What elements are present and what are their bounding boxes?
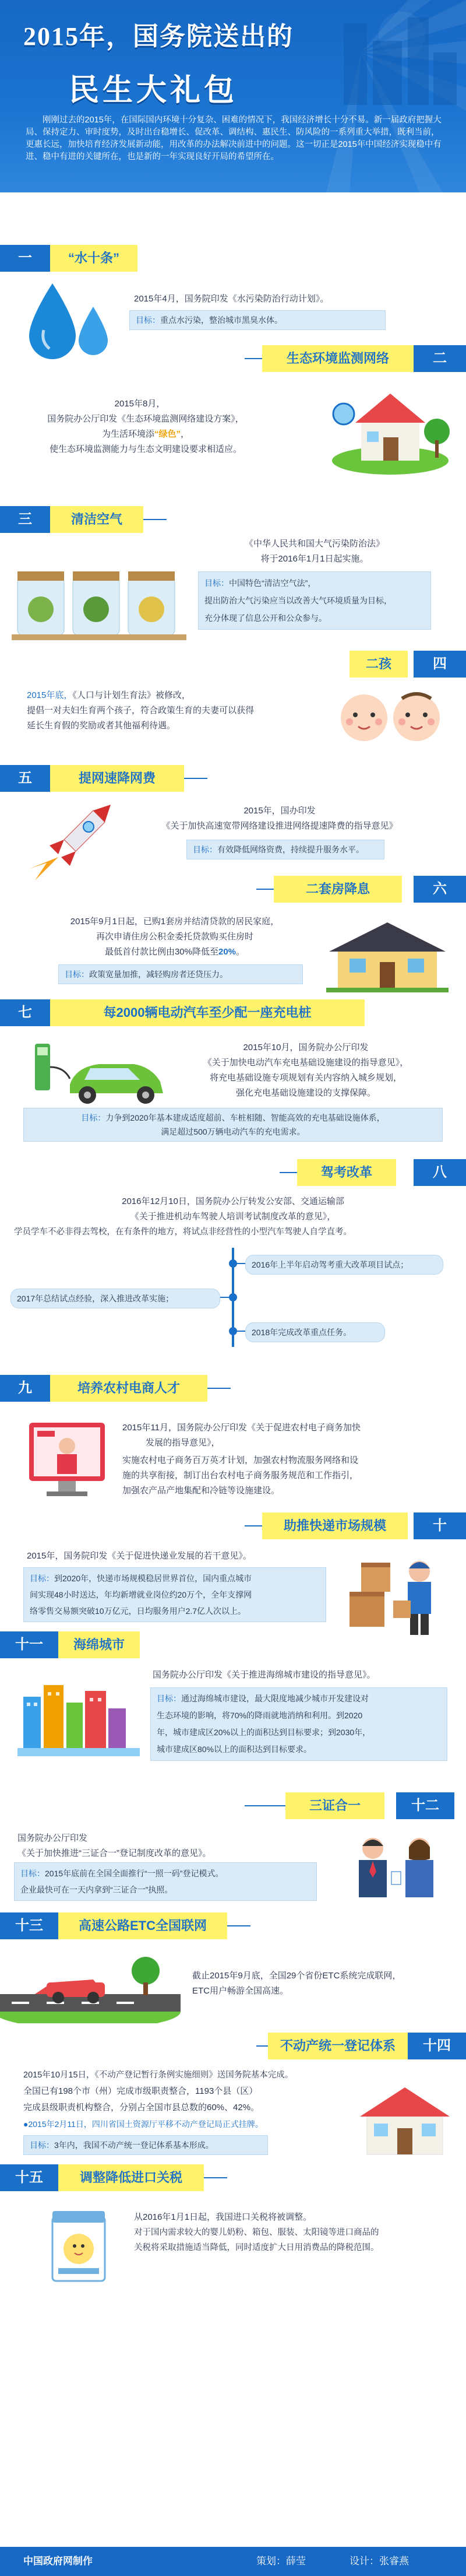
section-14-number: 十四 bbox=[408, 2033, 466, 2059]
section-13-text-1: 截止2015年9月底，全国29个省份ETC系统完成联网， bbox=[192, 1971, 401, 1981]
section-6-number: 六 bbox=[414, 876, 466, 903]
eco-house-icon bbox=[326, 379, 454, 478]
section-3-target-2: 提出防治大气污染应当以改善大气环境质量为目标， bbox=[204, 596, 392, 605]
section-7-text-2: 《关于加快电动汽车充电基础设施建设的指导意见》， bbox=[203, 1058, 409, 1068]
section-12-number: 十二 bbox=[396, 1792, 454, 1819]
section-15-title: 调整降低进口关税 bbox=[58, 2164, 204, 2191]
section-6-header-line bbox=[256, 889, 274, 890]
timeline-dot-3 bbox=[229, 1327, 237, 1335]
section-3-header-line bbox=[143, 519, 167, 520]
section-12-text-2: 《关于加快推进“三证合一”登记制度改革的意见》。 bbox=[17, 1848, 211, 1858]
section-14-text-4: ●2015年2月11日，四川省国土资源厅平移不动产登记局正式挂牌。 bbox=[23, 2119, 263, 2129]
section-11-target-label: 目标： bbox=[157, 1694, 181, 1703]
timeline-connector-2 bbox=[220, 1297, 229, 1298]
section-3-law-name: 《中华人民共和国大气污染防治法》 bbox=[244, 539, 384, 549]
section-12-target-1: 2015年底前在全国全面推行“一照一码”登记模式。 bbox=[45, 1869, 224, 1878]
section-7-target-1: 力争到2020年基本建成适度超前、车桩相随、智能高效的充电基础设施体系， bbox=[105, 1113, 385, 1122]
section-2-text-2c: ， bbox=[181, 429, 190, 439]
section-9-title: 培养农村电商人才 bbox=[50, 1375, 207, 1402]
section-10-target-2: 间实现48小时送达，年均新增就业岗位约20万个，全年支撑网 bbox=[30, 1590, 252, 1599]
section-11-title: 海绵城市 bbox=[58, 1631, 140, 1658]
section-5-header-line bbox=[184, 778, 207, 779]
electric-car-icon bbox=[35, 1038, 169, 1108]
section-6-text-3a: 最低首付款比例由30%降低至 bbox=[104, 947, 218, 957]
section-13-title: 高速公路ETC全国联网 bbox=[58, 1912, 227, 1939]
section-9-header bbox=[0, 1375, 245, 1402]
section-6-text-2: 再次申请住房公积金委托贷款购买住房时 bbox=[96, 932, 253, 942]
section-8-number: 八 bbox=[414, 1159, 466, 1186]
footer-producer: 中国政府网制作 bbox=[23, 2556, 93, 2567]
header-intro-text: 刚刚过去的2015年，在国际国内环境十分复杂、困难的情况下，我国经济增长十分不易。新一届政府把握大局、保持定力、审时度势，及时出台稳增长、促改革、调结构、惠民生、防风险的一系列重大举措，既利当前，更惠长远，加快培育经济发展新动能，用改革的办法解决前进中的问题。这一切正是2015年中国经济实现稳中有进、稳中有进的关键所在，也是新的一年实现良好开局的希望所在。 bbox=[26, 115, 442, 162]
section-2-number: 二 bbox=[414, 345, 466, 372]
footer bbox=[0, 2547, 466, 2576]
header-title-line2: 民生大礼包 bbox=[69, 74, 238, 107]
section-14-title: 不动产统一登记体系 bbox=[268, 2033, 408, 2059]
timeline-connector-3 bbox=[237, 1331, 245, 1332]
section-3-target-3: 充分体现了信息公开和公众参与。 bbox=[204, 613, 327, 623]
section-14-header bbox=[256, 2033, 466, 2059]
footer-planner: 策划：薛莹 bbox=[256, 2556, 306, 2567]
section-2-text-3: 使生态环境监测能力与生态文明建设要求相适应。 bbox=[49, 444, 242, 454]
house-icon bbox=[326, 917, 449, 992]
section-1-target-label: 目标： bbox=[136, 315, 160, 325]
section-8-header bbox=[280, 1159, 466, 1186]
section-3-title: 清洁空气 bbox=[50, 506, 143, 533]
two-babies-icon bbox=[332, 686, 449, 750]
section-4-text-3: 延长生育假的奖励或者其他福利待遇。 bbox=[27, 721, 176, 731]
section-4-title: 二孩 bbox=[350, 651, 408, 678]
section-1-title: “水十条” bbox=[50, 245, 137, 272]
section-10-header-line bbox=[245, 1525, 262, 1526]
timeline-dot-1 bbox=[229, 1259, 237, 1268]
section-4-law: 《人口与计划生育法》被修改， bbox=[72, 690, 190, 700]
section-11-target-1: 通过海绵城市建设，最大限度地减少城市开发建设对 bbox=[181, 1694, 369, 1703]
section-13-header-line bbox=[227, 1925, 250, 1926]
section-2-header bbox=[245, 345, 466, 372]
section-9-text-1: 2015年11月，国务院办公厅印发《关于促进农村电子商务加快 bbox=[122, 1423, 361, 1433]
section-14-text-1: 2015年10月15日，《不动产登记暂行条例实施细则》送国务院基本完成。 bbox=[23, 2070, 294, 2080]
header-title-line1: 2015年，国务院送出的 bbox=[23, 22, 294, 51]
section-9-text-2: 发展的指导意见》， bbox=[146, 1438, 220, 1448]
section-8-header-line bbox=[280, 1172, 297, 1173]
section-4-number: 四 bbox=[414, 651, 466, 678]
section-10-header bbox=[245, 1512, 466, 1539]
section-2-header-line bbox=[245, 358, 262, 359]
section-12-header bbox=[245, 1792, 466, 1819]
section-4-date: 2015年底， bbox=[27, 690, 73, 700]
section-9-text-4: 施的共享衔接，制订出台农村电子商务服务规范和工作指引， bbox=[122, 1471, 359, 1480]
section-7-number: 七 bbox=[0, 999, 50, 1026]
section-6-text-1: 2015年9月1日起，已购1套房并结清贷款的居民家庭， bbox=[70, 917, 280, 926]
section-11-number: 十一 bbox=[0, 1631, 58, 1658]
timeline-connector-1 bbox=[237, 1263, 245, 1264]
section-3-number: 三 bbox=[0, 506, 50, 533]
section-7-target bbox=[23, 1108, 443, 1142]
section-1-number: 一 bbox=[0, 245, 50, 272]
section-15-text-1: 从2016年1月1日起，我国进口关税将被调整。 bbox=[134, 2212, 312, 2222]
business-people-icon bbox=[344, 1831, 449, 1901]
section-5-text-2: 《关于加快高速宽带网络建设推进网络提速降费的指导意见》 bbox=[161, 821, 398, 831]
courier-boxes-icon bbox=[338, 1545, 454, 1638]
section-12-target-label: 目标： bbox=[20, 1869, 45, 1878]
section-2-text-1: 国务院办公厅印发《生态环境监测网络建设方案》， bbox=[47, 414, 244, 424]
section-1-text: 2015年4月，国务院印发《水污染防治行动计划》。 bbox=[134, 294, 329, 304]
clean-air-jars-icon bbox=[12, 554, 186, 641]
section-14-target-text: 3年内，我国不动产统一登记体系基本形成。 bbox=[54, 2140, 214, 2150]
section-7-title: 每2000辆电动汽车至少配一座充电桩 bbox=[50, 999, 365, 1026]
section-5-target-text: 有效降低网络资费，持续提升服务水平。 bbox=[217, 845, 364, 854]
section-2-text-2a: 为生活环境添 bbox=[101, 429, 154, 439]
section-7-text-1: 2015年10月，国务院办公厅印发 bbox=[243, 1043, 369, 1052]
section-1-target bbox=[129, 310, 386, 330]
section-12-header-line bbox=[245, 1805, 285, 1806]
section-3-target-label: 目标： bbox=[204, 578, 229, 588]
section-13-text-2: ETC用户畅游全国高速。 bbox=[192, 1986, 289, 1996]
timeline-item-2: 2017年总结试点经验，深入推进改革实施； bbox=[10, 1289, 220, 1308]
section-3-effective-date: 将于2016年1月1日起实施。 bbox=[260, 554, 369, 564]
section-15-header bbox=[0, 2164, 274, 2191]
section-14-target bbox=[23, 2135, 268, 2155]
property-house-icon bbox=[355, 2082, 454, 2157]
section-14-text-2: 全国已有198个市（州）完成市级职责整合，1193个县（区） bbox=[23, 2086, 258, 2096]
section-12-target bbox=[14, 1862, 317, 1901]
section-5-text-1: 2015年，国办印发 bbox=[243, 806, 316, 816]
highway-car-icon bbox=[0, 1947, 181, 2023]
section-11-header bbox=[0, 1631, 175, 1658]
section-15-text-3: 关税将采取措施适当降低，同时适度扩大日用消费品的降税范围。 bbox=[134, 2243, 379, 2252]
section-11-target-3: 年，城市建成区20%以上的面积达到目标要求；到2030年， bbox=[157, 1728, 371, 1737]
section-2-date: 2015年8月， bbox=[114, 399, 165, 409]
section-15-number: 十五 bbox=[0, 2164, 58, 2191]
section-5-header bbox=[0, 765, 233, 792]
section-5-target bbox=[186, 840, 384, 859]
section-9-text-3: 实施农村电子商务百万英才计划，加强农村物流服务网络和设 bbox=[122, 1455, 359, 1465]
section-6-rate-highlight: 20% bbox=[218, 947, 236, 957]
section-13-header bbox=[0, 1912, 303, 1939]
section-10-target-label: 目标： bbox=[30, 1574, 54, 1583]
section-10-text-1: 2015年，国务院印发《关于促进快递业发展的若干意见》。 bbox=[27, 1551, 252, 1561]
section-7-header bbox=[0, 999, 384, 1026]
section-14-text-3: 完成县级职责机构整合，分别占全国市县总数的60%、42%。 bbox=[23, 2103, 260, 2112]
section-10-target bbox=[23, 1567, 326, 1622]
section-8-text-1: 2016年12月10日，国务院办公厅转发公安部、交通运输部 bbox=[122, 1196, 344, 1206]
section-5-target-label: 目标： bbox=[193, 845, 217, 854]
rocket-icon bbox=[23, 799, 116, 886]
section-6-text-3c: 。 bbox=[236, 947, 245, 957]
section-1-header bbox=[0, 245, 175, 272]
section-2-green-highlight: “绿色” bbox=[154, 429, 181, 439]
section-10-title: 助推快递市场规模 bbox=[262, 1512, 408, 1539]
section-6-target-text: 政策宽量加推，减轻购房者还贷压力。 bbox=[89, 970, 228, 979]
section-13-number: 十三 bbox=[0, 1912, 58, 1939]
section-2-text-2 bbox=[23, 427, 268, 442]
ecommerce-screen-icon bbox=[23, 1417, 111, 1504]
section-5-title: 提网速降网费 bbox=[50, 765, 184, 792]
section-15-text-2: 对于国内需求较大的婴儿奶粉、箱包、服装、太阳镜等进口商品的 bbox=[134, 2228, 379, 2237]
section-3-target-1: 中国特色“清洁空气法”， bbox=[229, 578, 316, 588]
section-12-text-1: 国务院办公厅印发 bbox=[17, 1833, 88, 1843]
section-4-header bbox=[350, 651, 466, 678]
section-9-header-line bbox=[207, 1388, 231, 1389]
section-8-title: 驾考改革 bbox=[297, 1159, 396, 1186]
section-11-text-1: 国务院办公厅印发《关于推进海绵城市建设的指导意见》。 bbox=[153, 1670, 376, 1680]
timeline-dot-2 bbox=[229, 1293, 237, 1301]
section-4-text-1 bbox=[27, 688, 330, 703]
section-14-header-line bbox=[256, 2045, 268, 2047]
section-6-target bbox=[58, 964, 303, 984]
section-10-target-3: 络零售交易额突破10万亿元，日均服务用户2.7亿人次以上。 bbox=[30, 1606, 246, 1616]
section-15-header-line bbox=[204, 2177, 227, 2178]
section-10-target-1: 到2020年，快递市场规模稳居世界首位，国内重点城市 bbox=[54, 1574, 252, 1583]
section-6-text-3 bbox=[23, 945, 326, 960]
header-banner bbox=[0, 0, 466, 192]
section-6-title: 二套房降息 bbox=[274, 876, 402, 903]
section-12-target-2: 企业最快可在一天内拿到“三证合一”执照。 bbox=[20, 1885, 173, 1894]
section-11-target bbox=[150, 1687, 447, 1761]
section-7-target-label: 目标： bbox=[81, 1113, 106, 1122]
footer-designer: 设计：张睿燕 bbox=[350, 2556, 409, 2567]
section-8-text-2: 《关于推进机动车驾驶人培训考试制度改革的意见》， bbox=[130, 1212, 336, 1222]
timeline-item-3: 2018年完成改革重点任务。 bbox=[245, 1322, 385, 1342]
section-14-target-label: 目标： bbox=[30, 2140, 54, 2150]
section-8-text-3: 学员学车不必非得去驾校，在有条件的地方，将试点非经营性的小型汽车驾驶人自学直考。 bbox=[14, 1227, 352, 1237]
section-7-text-4: 强化充电基础设施建设的支撑保障。 bbox=[235, 1088, 376, 1098]
section-7-text-3: 将充电基础设施专项规划有关内容纳入城乡规划， bbox=[209, 1073, 402, 1083]
section-2-title: 生态环境监测网络 bbox=[262, 345, 414, 372]
section-9-text-5: 加强农产品产地集配和冷链等设施建设。 bbox=[122, 1486, 280, 1496]
section-4-text-2: 提倡一对夫妇生育两个孩子，符合政策生育的夫妻可以获得 bbox=[27, 706, 255, 715]
sponge-city-icon bbox=[17, 1679, 140, 1761]
section-3-target bbox=[198, 571, 431, 630]
section-12-title: 三证合一 bbox=[285, 1792, 384, 1819]
section-6-target-label: 目标： bbox=[65, 970, 89, 979]
section-3-header bbox=[0, 506, 210, 533]
section-11-target-2: 生态环境的影响，将70%的降雨就地消纳和利用。到2020 bbox=[157, 1711, 363, 1720]
section-5-number: 五 bbox=[0, 765, 50, 792]
section-9-number: 九 bbox=[0, 1375, 50, 1402]
section-1-target-text: 重点水污染，整治城市黑臭水体。 bbox=[160, 315, 283, 325]
section-6-header bbox=[256, 876, 466, 903]
section-11-target-4: 城市建成区80%以上的面积达到目标要求。 bbox=[157, 1745, 312, 1754]
timeline-item-1: 2016年上半年启动驾考重大改革项目试点； bbox=[245, 1255, 443, 1275]
section-7-target-2: 满足超过500万辆电动汽车的充电需求。 bbox=[161, 1127, 305, 1136]
milk-powder-icon bbox=[35, 2199, 122, 2287]
section-10-number: 十 bbox=[414, 1512, 466, 1539]
water-drop-icon bbox=[17, 278, 116, 371]
